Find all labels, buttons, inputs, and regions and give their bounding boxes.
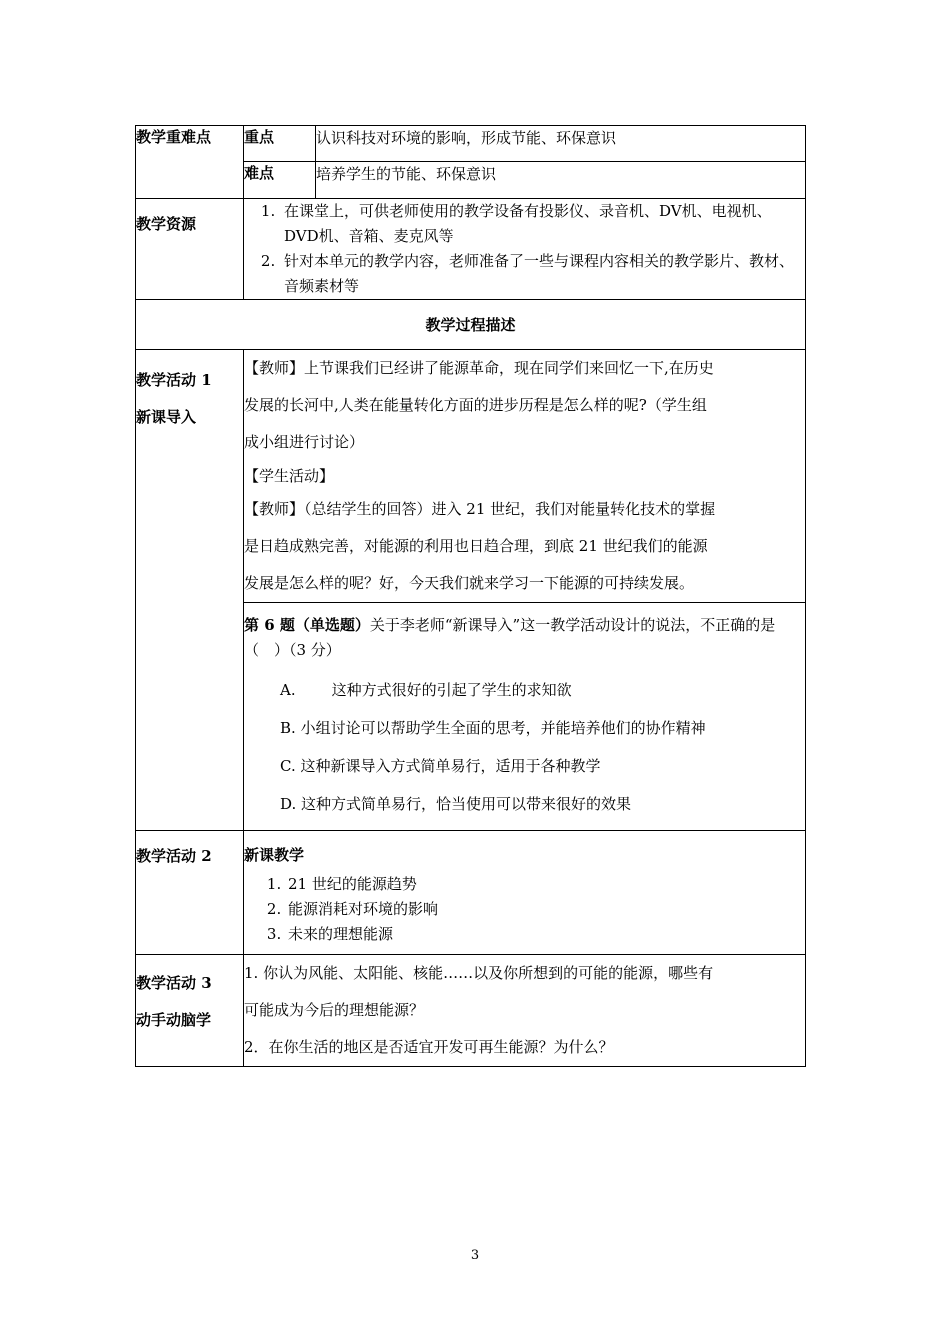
key-point-text: 认识科技对环境的影响，形成节能、环保意识	[316, 126, 806, 162]
option-letter: A.	[280, 681, 296, 699]
activity1-label: 教学活动 1	[136, 371, 212, 389]
activity1-content	[244, 350, 806, 603]
option-text: 这种新课导入方式简单易行，适用于各种教学	[300, 757, 601, 775]
activity2-title: 新课教学	[244, 846, 305, 864]
activity2-item: 2. 能源消耗对环境的影响	[286, 897, 805, 922]
activity3-label: 教学活动 3	[136, 974, 212, 992]
difficult-point-text: 培养学生的节能、环保意识	[316, 162, 806, 199]
resource-item: 2. 针对本单元的教学内容，老师准备了一些与课程内容相关的教学影片、教材、音频素材等	[280, 249, 805, 299]
activity3-line: 2．在你生活的地区是否适宜开发可再生能源？为什么？	[244, 1038, 614, 1056]
activity1-line: 【学生活动】	[244, 467, 335, 485]
activity2-list	[244, 872, 805, 947]
focus-header: 教学重难点	[136, 126, 244, 199]
resource-item: 1. 在课堂上，可供老师使用的教学设备有投影仪、录音机、DV机、电视机、DVD机、音箱、麦克风等	[280, 199, 805, 249]
resources-header: 教学资源	[136, 199, 244, 300]
option-text: 这种方式简单易行，恰当使用可以带来很好的效果	[301, 795, 632, 813]
activity3-header-cell	[136, 955, 244, 1067]
activity3-line: 1. 你认为风能、太阳能、核能……以及你所想到的可能的能源，哪些有	[244, 964, 714, 982]
option-b	[244, 709, 805, 747]
activity1-sublabel: 新课导入	[136, 408, 197, 426]
option-text: 这种方式很好的引起了学生的求知欲	[331, 681, 572, 699]
resources-list	[244, 199, 805, 299]
activity1-line: 【教师】上节课我们已经讲了能源革命，现在同学们来回忆一下,在历史	[244, 359, 714, 377]
question-title: 第 6 题（单选题）	[244, 616, 370, 634]
activity1-line: 【教师】（总结学生的回答）进入 21 世纪，我们对能量转化技术的掌握	[244, 500, 716, 518]
activity3-sublabel: 动手动脑学	[136, 1011, 212, 1029]
activity1-line: 是日趋成熟完善，对能源的利用也日趋合理，到底 21 世纪我们的能源	[244, 537, 708, 555]
question-cell	[244, 603, 806, 831]
activity1-line: 发展是怎么样的呢？好，今天我们就来学习一下能源的可持续发展。	[244, 574, 695, 592]
option-letter: C.	[280, 757, 296, 775]
activity1-line: 发展的长河中,人类在能量转化方面的进步历程是怎么样的呢?（学生组	[244, 396, 707, 414]
option-d	[244, 785, 805, 823]
option-c	[244, 747, 805, 785]
option-letter: D.	[280, 795, 297, 813]
question-stem-block	[244, 613, 805, 663]
activity2-item: 1. 21 世纪的能源趋势	[286, 872, 805, 897]
activity1-line: 成小组进行讨论）	[244, 433, 365, 451]
activity2-content	[244, 831, 806, 955]
difficult-point-label: 难点	[244, 162, 316, 199]
activity3-content	[244, 955, 806, 1067]
process-title: 教学过程描述	[136, 300, 806, 350]
activity3-line: 可能成为今后的理想能源？	[244, 1001, 425, 1019]
option-a	[244, 671, 805, 709]
question-stem: 关于李老师“新课导入”这一教学活动设计的说法，不正确的是（ ）（3 分）	[244, 616, 776, 659]
resources-cell	[244, 199, 806, 300]
page-number: 3	[470, 1248, 480, 1263]
option-text: 小组讨论可以帮助学生全面的思考，并能培养他们的协作精神	[300, 719, 706, 737]
option-letter: B.	[280, 719, 296, 737]
lesson-plan-table	[135, 125, 806, 1067]
activity1-header-cell	[136, 350, 244, 831]
activity2-label: 教学活动 2	[136, 831, 244, 955]
key-point-label: 重点	[244, 126, 316, 162]
activity2-item: 3. 未来的理想能源	[286, 922, 805, 947]
